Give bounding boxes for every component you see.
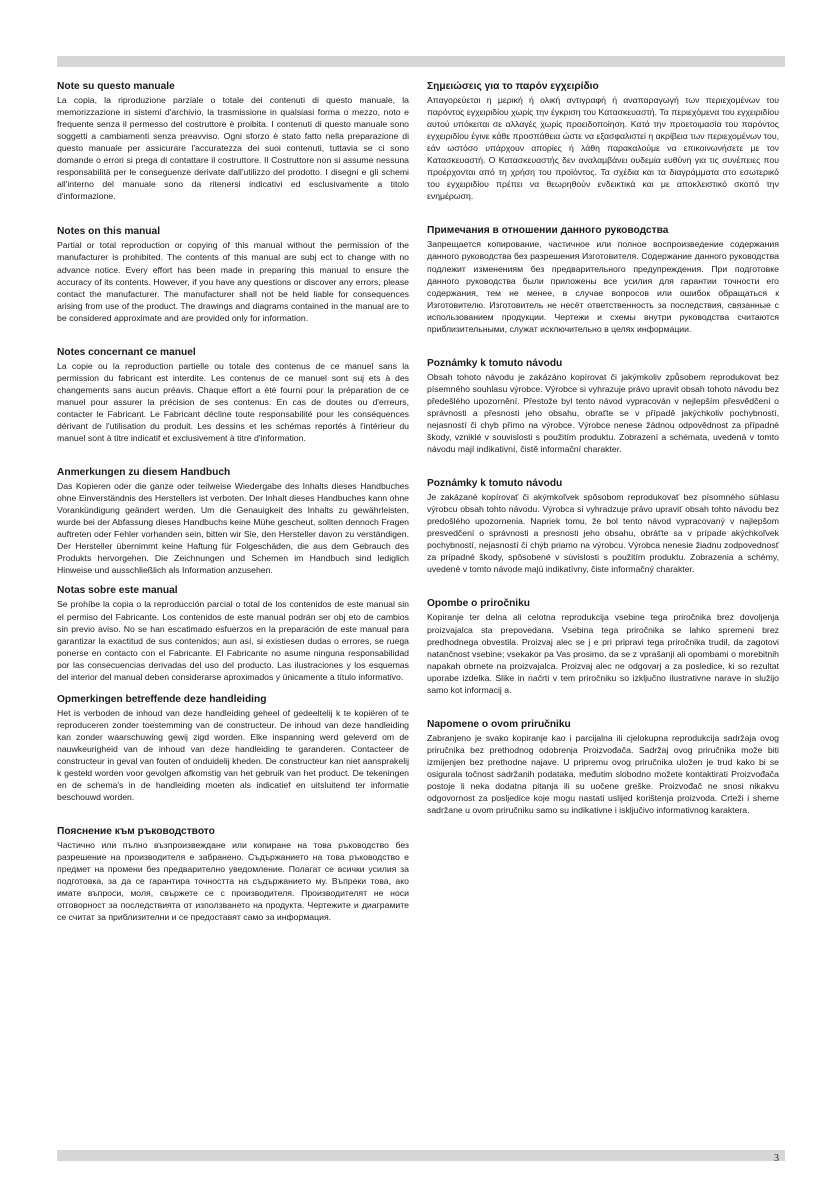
section-title: Opombe o priročniku <box>427 598 531 610</box>
section-spanish <box>57 584 409 682</box>
section-body: Zabranjeno je svako kopiranje kao i parcijalna ili cjelokupna reprodukcija sadržaja ovog priručnika bez prethodnog odobrenja Proizvođača. Sadržaj ovog priručnika može biti izmijenjen bez prethodne najave. U pripremu ovog priručnika uložen je trud kako bi se osigurala točnost sadržanih podataka, međutim slobodno možete kontaktirati Proizvođača postoje li neka dodatna pitanja ili su uočene greške. Proizvođač ne snosi nikakvu odgovornost za posljedice koje mogu nastati uslijed korištenja proizvoda. Crteži i sheme sadržane u ovom priručniku samo su indikativne i isključivo informativnog karaktera. <box>427 732 779 816</box>
section-title: Σημειώσεις για το παρόν εγχειρίδιο <box>427 81 599 92</box>
section-title: Примечания в отношении данного руководства <box>427 225 669 237</box>
section-slovak <box>427 477 779 575</box>
section-body: La copie ou la reproduction partielle ou totale des contenus de ce manuel sans la permission du fabricant est interdite. Les contenus de ce manuel sont suj ets à des changements sans aucun préavis. Chaque effort a été fourni pour la préparation de ce manuel pour assurer la précision de ses contenus. En cas de doutes ou d'erreurs, contacter le Fabricant. Le Fabricant décline toute responsabilité pour les conséquences dérivant de l'utilisation du produit. Les dessins et les schémas reportés à l'intérieur du manuel sont à titre indicatif et exclusivement à titre d'information. <box>57 360 409 444</box>
left-column <box>57 80 409 923</box>
section-body: Obsah tohoto návodu je zakázáno kopírovat či jakýmkoliv způsobem reprodukovat bez písemného souhlasu výrobce. Výrobce si vyhrazuje právo upravit obsah tohoto návodu bez předešlého upozornění. Přestože byl tento návod vypracován v nejlepším přesvědčení o správnosti a přesnosti jeho obsahu, obraťte se v případě jakýchkoliv pochybností, nejasností či chyb přímo na výrobce. Výrobce nenese žádnou odpovědnost za případné škody, vzniklé v souvislosti s použitím produktu. Zobrazení a schémata, uvedená v tomto návodu mají indikativní, čistě informační charakter. <box>427 371 779 455</box>
section-croatian <box>427 718 779 816</box>
bottom-footer-band <box>57 1150 785 1161</box>
section-body: Απαγορεύεται η μερική ή ολική αντιγραφή ή αναπαραγωγή των περιεχομένων του παρόντος εγχειριδίου χωρίς την έγκριση του Κατασκευαστή. Τα περιεχόμενα του εγχειριδίου αυτού υπόκειται σε αλλαγές χωρίς προειδοποίηση. Κατά την προετοιμασία του παρόντος εγχειριδίου έγινε κάθε προσπάθεια ώστε να εξασφαλιστεί η ακρίβεια των περιεχομένων του, εάν ωστόσο υπάρχουν απορίες ή λάθη παρακαλούμε να επικοινωνήσετε με τον Κατασκευαστή. Ο Κατασκευαστής δεν αναλαμβάνει ουδεμία ευθύνη για τις συνέπειες που προέρχονται από τη χρήση του προϊόντος. Τα σχέδια και τα διαγράμματα στο εσωτερικό του εγχειριδίου πρέπει να θεωρηθούν ενδεικτικά και με αποκλειστικό σκοπό την ενημέρωση. <box>427 95 779 202</box>
section-title: Notas sobre este manual <box>57 585 178 597</box>
section-french <box>57 346 409 444</box>
section-title: Notes concernant ce manuel <box>57 346 196 358</box>
section-italian <box>57 80 409 202</box>
section-title: Anmerkungen zu diesem Handbuch <box>57 467 231 479</box>
section-body: Das Kopieren oder die ganze oder teilweise Wiedergabe des Inhalts dieses Handbuches ohne Einverständnis des Herstellers ist verboten. Der Inhalt dieses Handbuches kann ohne Vorankündigung geändert werden. Um die Genauigkeit des Inhalts zu gewährleisten, wurde bei der Abfassung dieses Handbuchs keine Mühe gescheut, sollten dennoch Fragen auftreten oder Fehler vorhanden sein, bitten wir Sie, den Hersteller davon zu verständigen. Der Hersteller übernimmt keine Haftung für Folgeschäden, die aus dem Gebrauch des Produkts hervorgehen. Die Zeichnungen und Schemen im Handbuch sind lediglich Hinweise und ausschließlich als Information anzusehen. <box>57 481 409 576</box>
section-body: Se prohíbe la copia o la reproducción parcial o total de los contenidos de este manual sin el permiso del Fabricante. Los contenidos de este manual podrán ser obj eto de cambios sin previo aviso. No se han escatimado esfuerzos en la preparación de este manual para garantizar la exactitud de sus contenidos; aun así, si existiesen dudas o errores, se ruega ponerse en contacto con el Fabricante. El Fabricante no asume ninguna responsabilidad por las consecuencias derivadas del uso del producto. Las ilustraciones y los esquemas del interior del manual deben considerarse aproximados y únicamente a título informativo. <box>57 599 409 682</box>
top-header-band <box>57 56 785 67</box>
section-body: Частично или пълно възпроизвеждане или копиране на това ръководство без разрешение на производителя е забранено. Съдържанието на това ръководство е предмет на промени без предварително уведомление. Полагат се всички усилия за подготовка, за да се гарантира точността на съдържанието му. Въпреки това, ако имате въпроси, моля, свържете се с производителя. Производителят не носи отговорност за последствията от използването на продукта. Чертежите и диаграмите се считат за приблизителни и се предоставят само за информация. <box>57 840 409 923</box>
section-czech <box>427 357 779 455</box>
section-title: Пояснение към ръководството <box>57 826 215 838</box>
section-body: Het is verboden de inhoud van deze handleiding geheel of gedeeltelij k te kopiëren of te reproduceren zonder toestemming van de constructeur. De inhoud van deze handleiding kan zonder waarschuwing gewij zigd worden. Elke inspanning werd geleverd om de nauwkeurigheid van de inhoud van deze handleiding te garanderen. Contacteer de constructeur in geval van fouten of onduidelij kheden. De constructeur kan niet aansprakelij k gesteld worden voor gevolgen afkomstig van het gebruik van het product. De tekeningen en de schema's in de handleiding moeten als indicatief en uitsluitend ter informatie beschouwd worden. <box>57 707 409 803</box>
section-title: Poznámky k tomuto návodu <box>427 357 563 369</box>
section-title: Notes on this manual <box>57 226 161 238</box>
section-russian <box>427 224 779 334</box>
section-english <box>57 225 409 323</box>
section-body: Partial or total reproduction or copying of this manual without the permission of the manufacturer is prohibited. The contents of this manual are subj ect to change with no advance notice. Every effort has been made in preparing this manual to ensure the accuracy of its contents. However, if you have any questions or discover any errors, please contact the manufacturer. The manufacturer shall not be held liable for consequences arising from use of the product. The drawings and diagrams contained in the manual are to be considered approximate and are provided only for information. <box>57 240 409 323</box>
page-number: 3 <box>774 1153 779 1164</box>
section-german <box>57 466 409 576</box>
right-column <box>427 80 779 816</box>
section-greek <box>427 80 779 202</box>
section-bulgarian <box>57 825 409 923</box>
section-dutch <box>57 693 409 803</box>
section-title: Opmerkingen betreffende deze handleiding <box>57 693 267 705</box>
section-title: Poznámky k tomuto návodu <box>427 478 563 490</box>
section-body: Je zakázané kopírovať či akýmkoľvek spôsobom reprodukovať bez písomného súhlasu výrobcu obsah tohto návodu. Výrobca si vyhradzuje právo upraviť obsah tohto návodu bez predošlého upozornenia. Napriek tomu, že bol tento návod vypracovaný v najlepšom presvedčení o správnosti a presnosti jeho obsahu, obráťte sa v prípade akýchkoľvek pochybností, nejasností či chýb priamo na výrobcu. Výrobca nenesie žiadnu zodpovednosť za prípadné škody, spôsobené v súvislosti s použitím produktu. Zobrazenia a schémy, uvedené v tomto návode majú indikatívny, čiste informačný charakter. <box>427 492 779 575</box>
section-slovenian <box>427 597 779 695</box>
section-body: La copia, la riproduzione parziale o totale dei contenuti di questo manuale, la memorizzazione in sistemi d'archivio, la trasmissione in qualsiasi forma o mezzo, noto e frequente senza il permesso del costruttore è proibita. I contenuti di questo manuale sono soggetti a cambiamenti senza preavviso. Ogni sforzo è stato fatto nella preparazione di questo manuale per assicurare l'accuratezza dei suoi contenuti, tuttavia se ci sono domande o errori si prega di contattare il costruttore. Il Costruttore non si assume nessuna responsabilità per le conseguenze derivate dall'utilizzo del prodotto. I disegni e gli schemi all'interno del manuale sono da ritenersi indicativi ed esclusivamente a titolo d'informazione. <box>57 95 409 202</box>
section-body: Запрещается копирование, частичное или полное воспроизведение содержания данного руководства без разрешения Изготовителя. Содержание данного руководства подлежит изменениям без предварительного предупреждения. При подготовке данного руководства были приложены все усилия для гарантии точности его содержания, тем не менее, в случае вопросов или ошибок обращаться к Изготовителю. Изготовитель не несёт ответственность за последствия, связанные с использованием продукции. Чертежи и схемы внутри руководства считаются приблизительными, служат исключительно в целях информации. <box>427 239 779 334</box>
section-body: Kopiranje ter delna ali celotna reprodukcija vsebine tega priročnika brez dovoljenja proizvajalca sta prepovedana. Vsebina tega priročnika se lahko spremeni brez predhodnega obvestila. Proizvaj alec se j e pri pripravi tega priročnika trudil, da zagotovi natančnost vsebine; vsekakor pa Vas prosimo, da se z vprašanji ali opombami o morebitnih napakah obrnete na proizvajalca. Proizvaj alec ne odgovarj a za posledice, ki so rezultat uporabe izdelka. Slike in načrti v tem priročniku so izključno ilustrativne narave in služijo samo kot informacij a. <box>427 612 779 695</box>
section-title: Note su questo manuale <box>57 81 175 92</box>
section-title: Napomene o ovom priručniku <box>427 718 571 730</box>
